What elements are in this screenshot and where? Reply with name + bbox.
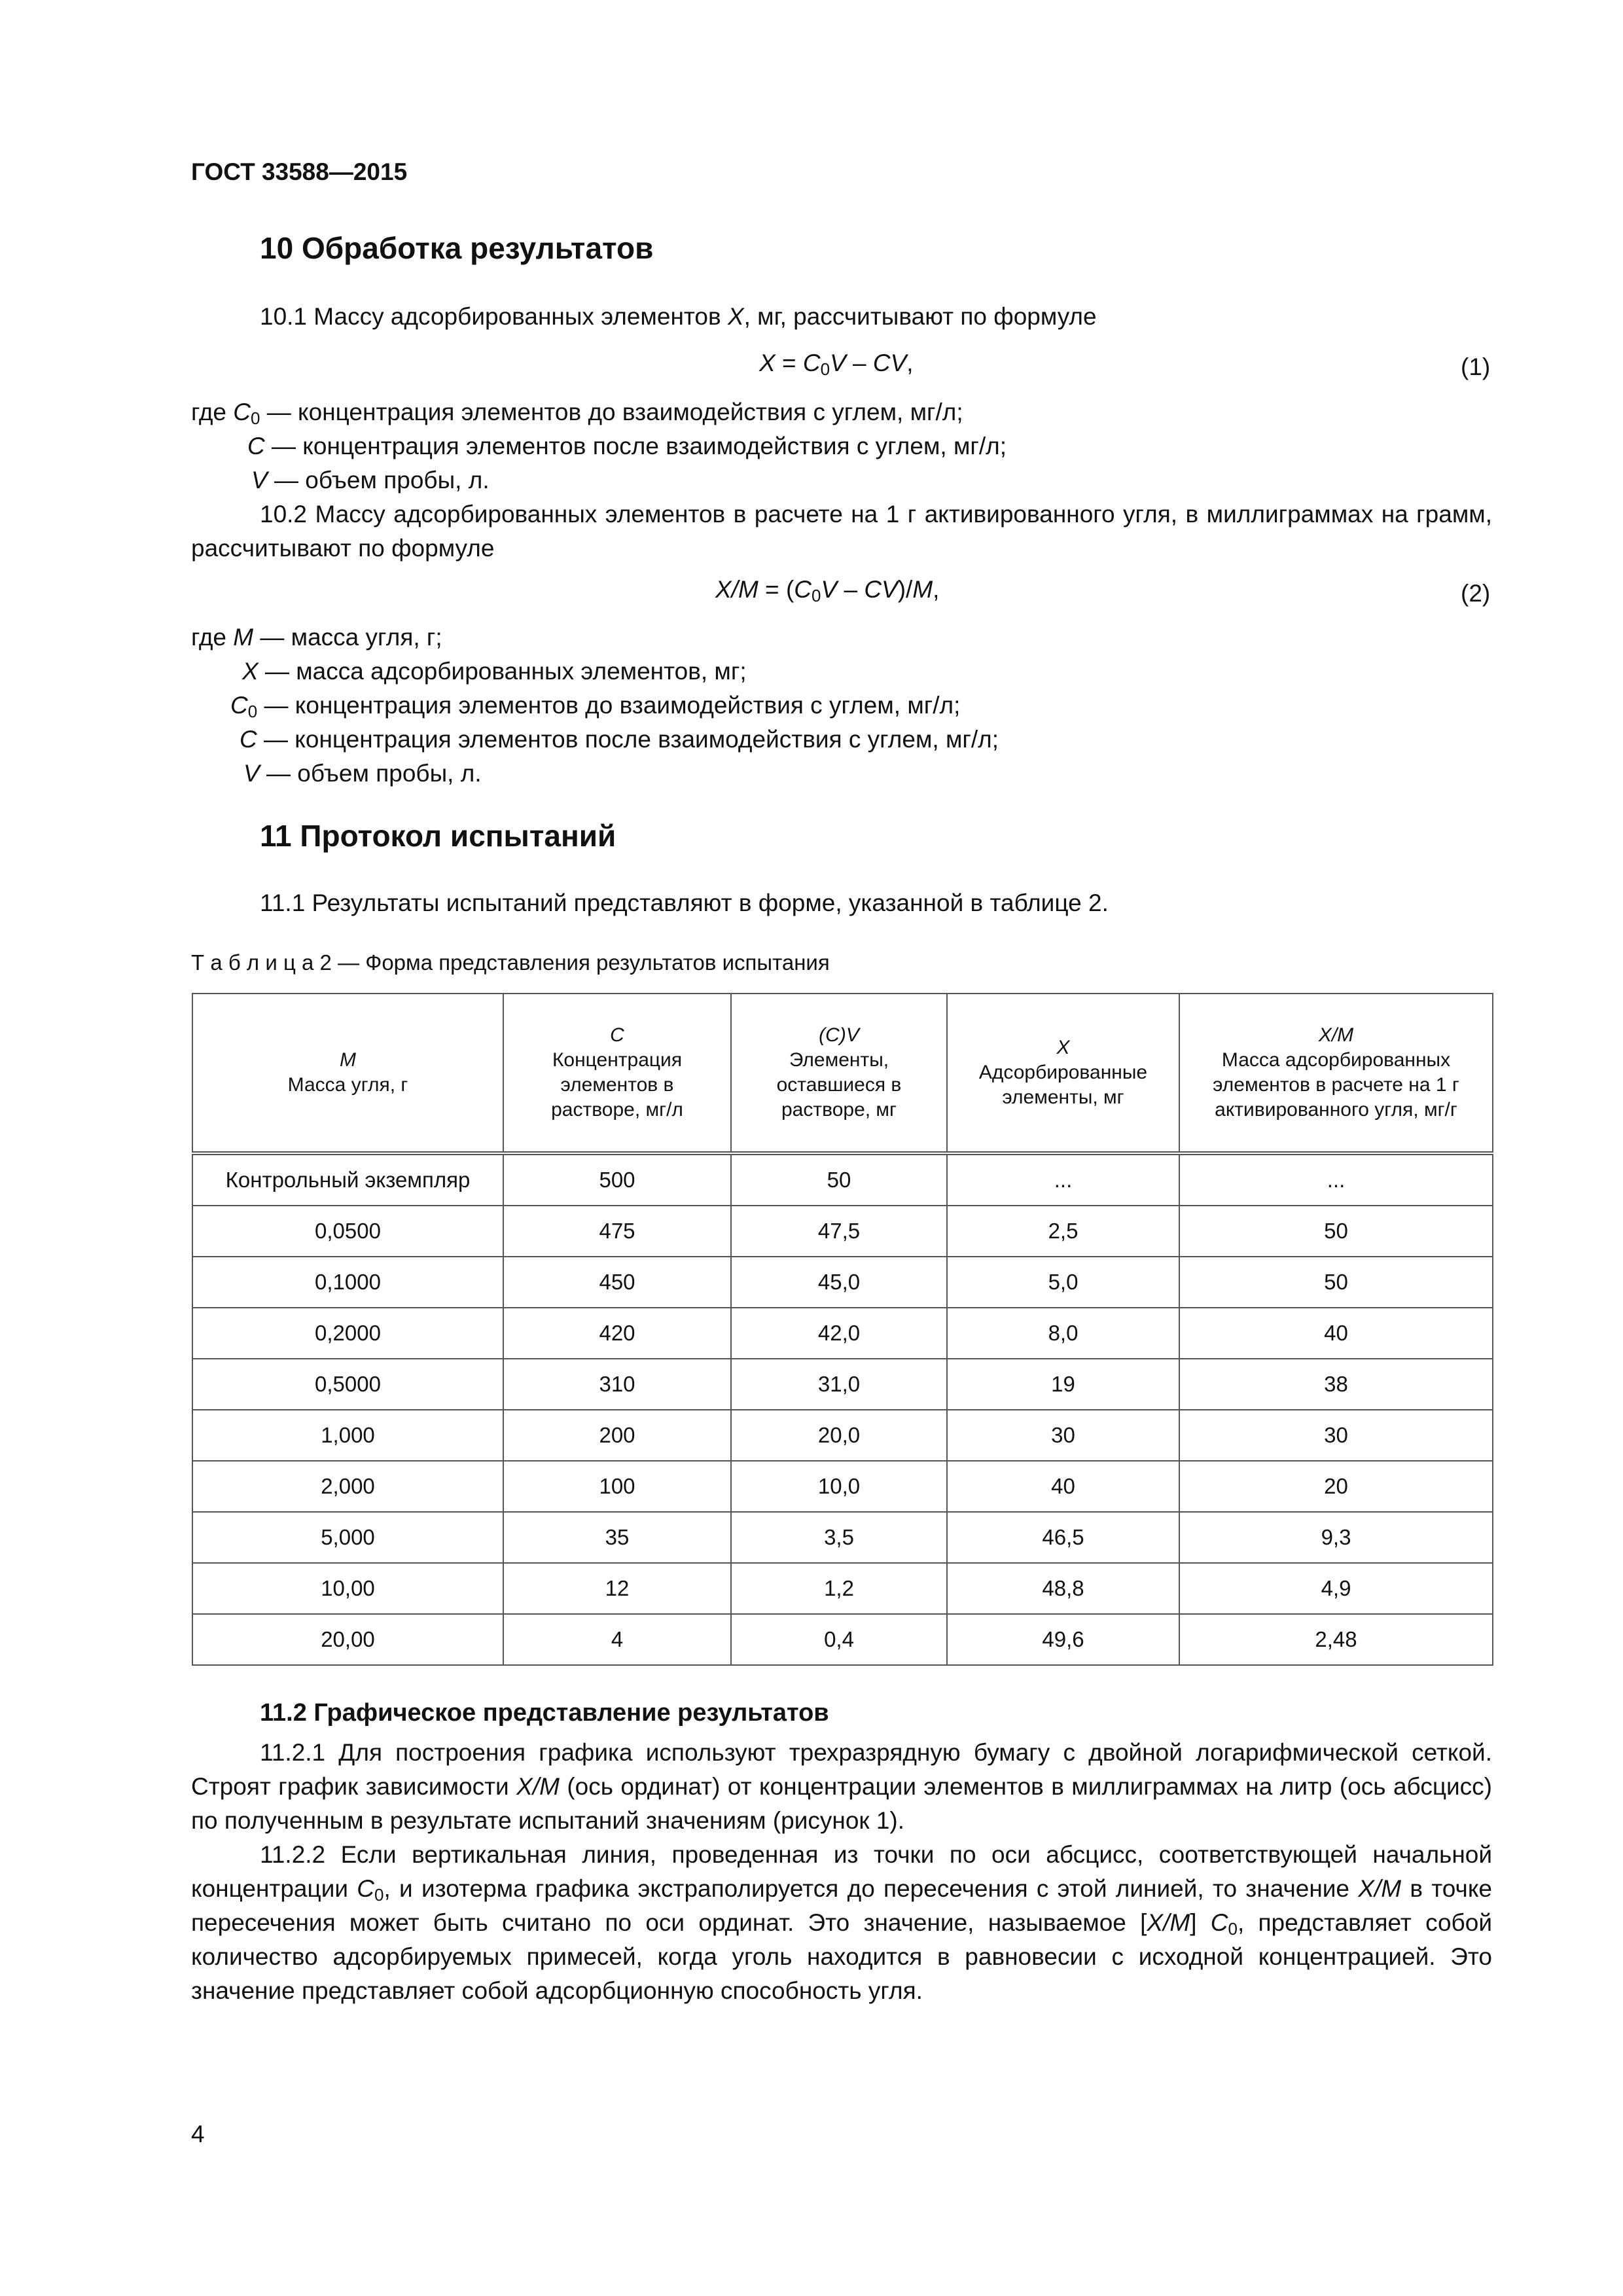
- formula-part: V: [830, 350, 846, 376]
- subscript: 0: [251, 408, 260, 428]
- where-1-line-1: [191, 395, 963, 429]
- formula-part: M: [912, 576, 933, 603]
- caption-text: 2 — Форма представления результатов испытания: [313, 950, 830, 975]
- para-text: — масса угля, г;: [253, 624, 442, 651]
- table-cell: 20: [1179, 1461, 1493, 1512]
- table-cell: 19: [947, 1359, 1179, 1410]
- table-cell: 8,0: [947, 1308, 1179, 1359]
- formula-2: [715, 576, 939, 603]
- table-row: [192, 1461, 1493, 1512]
- table-cell: Контрольный экземпляр: [192, 1153, 503, 1206]
- document-standard-number: ГОСТ 33588—2015: [191, 158, 408, 185]
- formula-part: ,: [906, 350, 914, 376]
- para-11-2-1: [191, 1736, 1492, 1838]
- para-text: где: [191, 399, 234, 425]
- column-label: Масса угля, г: [287, 1074, 408, 1096]
- table-cell: 420: [503, 1308, 731, 1359]
- table-row: [192, 1153, 1493, 1206]
- table-cell: 50: [731, 1153, 947, 1206]
- table-cell: 30: [1179, 1410, 1493, 1461]
- where-1-line-2: [247, 429, 1007, 463]
- table-cell: 12: [503, 1563, 731, 1614]
- table-row: [192, 1308, 1493, 1359]
- var-v: V: [243, 760, 260, 787]
- table-row: [192, 1410, 1493, 1461]
- caption-label: Т а б л и ц а: [191, 950, 314, 975]
- para-text: — концентрация элементов после взаимодействия с углем, мг/л;: [257, 726, 999, 753]
- para-11-2-2: [191, 1838, 1492, 2008]
- var-c: C: [240, 726, 257, 753]
- table-cell: 0,0500: [192, 1206, 503, 1257]
- var-c: C: [247, 433, 265, 459]
- para-text: где: [191, 624, 234, 651]
- where-2-line-4: [240, 723, 999, 757]
- table-cell: 3,5: [731, 1512, 947, 1563]
- table-cell: 500: [503, 1153, 731, 1206]
- table-cell: 0,1000: [192, 1257, 503, 1308]
- para-text: ]: [1190, 1909, 1211, 1936]
- table-cell: 100: [503, 1461, 731, 1512]
- table-cell: 200: [503, 1410, 731, 1461]
- column-symbol: X/M: [1318, 1024, 1354, 1046]
- para-11-1: 11.1 Результаты испытаний представляют в форме, указанной в таблице 2.: [260, 889, 1109, 916]
- table-cell: 42,0: [731, 1308, 947, 1359]
- var-c: C: [230, 692, 248, 719]
- table-cell: 20,00: [192, 1614, 503, 1665]
- where-2-line-3: [230, 689, 960, 723]
- subscript: 0: [812, 586, 821, 605]
- formula-part: C: [802, 350, 821, 376]
- table-cell: 38: [1179, 1359, 1493, 1410]
- formula-part: X/M: [715, 576, 758, 603]
- subscript: 0: [820, 359, 830, 379]
- table-caption: [191, 950, 830, 975]
- table-cell: ...: [947, 1153, 1179, 1206]
- table-cell: 10,0: [731, 1461, 947, 1512]
- para-text: — концентрация элементов после взаимодействия с углем, мг/л;: [264, 433, 1007, 459]
- para-text: — объем пробы, л.: [267, 467, 490, 493]
- column-header: [503, 994, 731, 1153]
- table-cell: 45,0: [731, 1257, 947, 1308]
- var-xm: X/M: [516, 1773, 560, 1800]
- table-cell: 475: [503, 1206, 731, 1257]
- results-table: [192, 993, 1493, 1666]
- var-xm: X/M: [1358, 1875, 1402, 1902]
- where-2-line-2: [242, 655, 747, 689]
- column-symbol: C: [610, 1024, 624, 1046]
- table-header-row: [192, 994, 1493, 1153]
- table-cell: 2,000: [192, 1461, 503, 1512]
- page-number: 4: [191, 2121, 205, 2147]
- table-cell: 46,5: [947, 1512, 1179, 1563]
- table-row: [192, 1614, 1493, 1665]
- var-v: V: [251, 467, 268, 493]
- var-c: C: [1210, 1909, 1228, 1936]
- table-row: [192, 1206, 1493, 1257]
- table-cell: 50: [1179, 1257, 1493, 1308]
- para-text: , и изотерма графика экстраполируется до пересечения с этой линией, то значение: [383, 1875, 1359, 1902]
- formula-part: –: [837, 576, 865, 603]
- formula-part: = (: [758, 576, 794, 603]
- para-10-2: 10.2 Массу адсорбированных элементов в расчете на 1 г активированного угля, в миллиграммах на грамм, рассчитывают по формуле: [191, 501, 1492, 562]
- column-label: Концентрация элементов в растворе, мг/л: [551, 1049, 683, 1121]
- formula-part: ,: [933, 576, 940, 603]
- table-cell: 310: [503, 1359, 731, 1410]
- formula-part: C: [794, 576, 812, 603]
- subsection-11-2-title: 11.2 Графическое представление результатов: [260, 1699, 829, 1727]
- para-text: 11.2.1 Для построения графика используют трехразрядную бумагу с двойной логарифмической сеткой. Строят график зависимости: [191, 1739, 1492, 1800]
- table-cell: 30: [947, 1410, 1179, 1461]
- para-text: 11.2.2 Если вертикальная линия, проведенная из точки по оси абсцисс, соответствующей начальной концентрации: [191, 1841, 1492, 1902]
- table-row: [192, 1512, 1493, 1563]
- where-1-line-3: [251, 463, 490, 497]
- para-text: (ось ординат) от концентрации элементов в миллиграммах на литр (ось абсцисс) по полученным в результате испытаний значениям (рисунок 1).: [191, 1773, 1492, 1834]
- table-cell: 1,2: [731, 1563, 947, 1614]
- table-cell: 2,5: [947, 1206, 1179, 1257]
- table-cell: 5,0: [947, 1257, 1179, 1308]
- para-text: — концентрация элементов до взаимодействия с углем, мг/л;: [257, 692, 961, 719]
- column-label: Масса адсорбированных элементов в расчете на 1 г активированного угля, мг/г: [1213, 1049, 1459, 1121]
- table-cell: 31,0: [731, 1359, 947, 1410]
- formula-2-number: (2): [1461, 580, 1491, 607]
- table-row: [192, 1359, 1493, 1410]
- table-cell: 4,9: [1179, 1563, 1493, 1614]
- section-10-title: 10 Обработка результатов: [260, 231, 654, 265]
- table-cell: 40: [1179, 1308, 1493, 1359]
- column-header: [731, 994, 947, 1153]
- column-header: [947, 994, 1179, 1153]
- table-cell: 10,00: [192, 1563, 503, 1614]
- var-c: C: [233, 399, 251, 425]
- formula-part: –: [846, 350, 873, 376]
- column-header: [1179, 994, 1493, 1153]
- var-xm: X/M: [1147, 1909, 1190, 1936]
- section-11-title: 11 Протокол испытаний: [260, 819, 616, 853]
- formula-1: [759, 350, 914, 377]
- table-cell: 0,4: [731, 1614, 947, 1665]
- para-text: — масса адсорбированных элементов, мг;: [258, 658, 747, 685]
- formula-part: )/: [897, 576, 913, 603]
- formula-part: X: [759, 350, 776, 376]
- table-cell: 5,000: [192, 1512, 503, 1563]
- table-cell: 47,5: [731, 1206, 947, 1257]
- table-cell: 1,000: [192, 1410, 503, 1461]
- where-2-line-1: [191, 620, 442, 655]
- formula-part: CV: [864, 576, 898, 603]
- table-cell: 9,3: [1179, 1512, 1493, 1563]
- table-cell: 450: [503, 1257, 731, 1308]
- table-cell: 35: [503, 1512, 731, 1563]
- var-c: C: [357, 1875, 375, 1902]
- formula-part: V: [821, 576, 838, 603]
- table-cell: 48,8: [947, 1563, 1179, 1614]
- table-cell: ...: [1179, 1153, 1493, 1206]
- table-row: [192, 1563, 1493, 1614]
- para-text: — концентрация элементов до взаимодействия с углем, мг/л;: [260, 399, 963, 425]
- subscript: 0: [247, 702, 258, 721]
- column-symbol: (C)V: [819, 1024, 859, 1046]
- table-cell: 2,48: [1179, 1614, 1493, 1665]
- table-cell: 4: [503, 1614, 731, 1665]
- table-cell: 40: [947, 1461, 1179, 1512]
- subscript: 0: [1228, 1919, 1238, 1939]
- formula-part: =: [775, 350, 803, 376]
- para-text: , мг, рассчитывают по формуле: [743, 303, 1097, 330]
- column-label: Элементы, оставшиеся в растворе, мг: [776, 1049, 902, 1121]
- subscript: 0: [374, 1885, 384, 1905]
- table-cell: 0,2000: [192, 1308, 503, 1359]
- var-m: M: [233, 624, 254, 651]
- column-symbol: X: [1056, 1037, 1070, 1058]
- para-text: 10.1 Массу адсорбированных элементов: [260, 303, 728, 330]
- table-cell: 50: [1179, 1206, 1493, 1257]
- column-header: [192, 994, 503, 1153]
- var-x: X: [727, 303, 744, 330]
- where-2-line-5: [243, 757, 482, 791]
- table-cell: 0,5000: [192, 1359, 503, 1410]
- formula-1-number: (1): [1461, 353, 1491, 380]
- para-text: в точке пересечения может быть считано по оси ординат. Это значение, называемое [: [191, 1875, 1493, 1936]
- para-10-1: [260, 300, 1097, 334]
- para-text: — объем пробы, л.: [259, 760, 482, 787]
- table-cell: 49,6: [947, 1614, 1179, 1665]
- var-x: X: [242, 658, 259, 685]
- column-label: Адсорбированные элементы, мг: [978, 1062, 1148, 1108]
- para-text: , представляет собой количество адсорбируемых примесей, когда уголь находится в равновесии с исходной концентрацией. Это значение представляет собой адсорбционную способность угля.: [191, 1909, 1492, 2004]
- formula-part: CV: [872, 350, 907, 376]
- column-symbol: M: [340, 1049, 356, 1071]
- table-row: [192, 1257, 1493, 1308]
- table-cell: 20,0: [731, 1410, 947, 1461]
